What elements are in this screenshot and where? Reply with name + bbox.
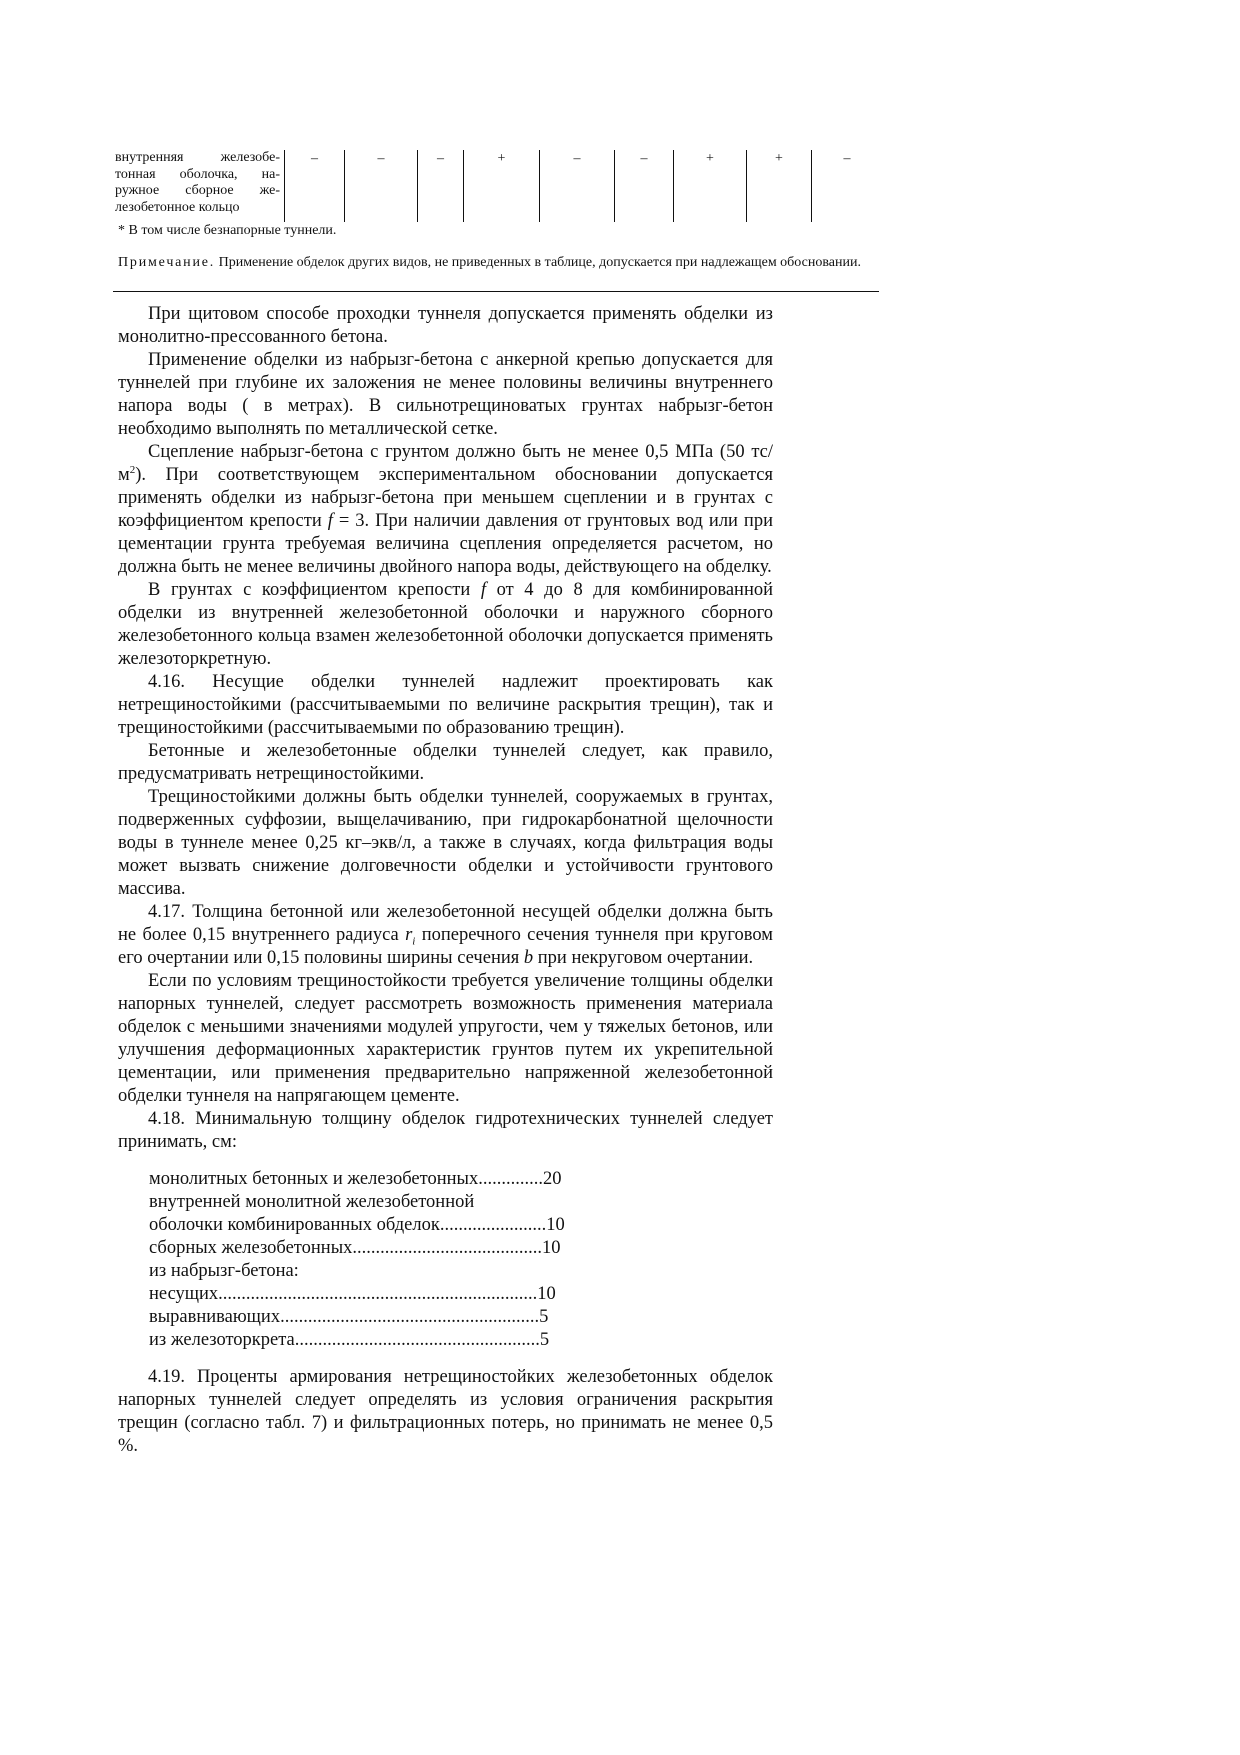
thickness-list <box>149 1168 773 1352</box>
list-item: выравнивающих........................................................5 <box>149 1307 549 1327</box>
variable: f <box>327 511 333 531</box>
row-label-line: лезобетонное кольцо <box>115 199 240 215</box>
paragraph: Применение обделки из набрызг-бетона с анкерной крепью допускается для туннелей при глубине их заложения не менее половины величины внутреннего напора воды ( в метрах). В сильнотрещиноватых грунтах набрызг-бетон необходимо выполнять по металлической сетке. <box>118 350 773 439</box>
paragraph <box>118 579 773 671</box>
table-note <box>118 254 868 271</box>
row-label-line: внутренняя железобе- <box>115 150 280 165</box>
paragraph: Бетонные и железобетонные обделки туннелей следует, как правило, предусматривать нетрещиностойкими. <box>118 741 773 784</box>
body-text <box>118 303 773 1458</box>
paragraph <box>118 901 773 970</box>
paragraph: 4.16. Несущие обделки туннелей надлежит проектировать как нетрещиностойкими (рассчитываемыми по величине раскрытия трещин), так и трещиностойкими (рассчитываемыми по образованию трещин). <box>118 672 773 738</box>
paragraph: 4.19. Проценты армирования нетрещиностойких железобетонных обделок напорных туннелей следует определять из условия ограничения раскрытия трещин (согласно табл. 7) и фильтрационных потерь, но принимать не менее 0,5 %. <box>118 1367 773 1456</box>
table-cell: + <box>746 150 811 222</box>
text-run: при некруговом очертании. <box>533 948 754 968</box>
text-run: 4.17. Толщина бетонной или железобетонной несущей обделки должна быть не более 0,15 внутреннего радиуса <box>118 902 773 945</box>
table-bottom-rule <box>113 291 879 292</box>
table-cell: – <box>417 150 463 222</box>
table-cell: – <box>344 150 417 222</box>
text-run: В грунтах с коэффициентом крепости <box>148 580 481 600</box>
list-item: оболочки комбинированных обделок.......................10 <box>149 1215 565 1235</box>
paragraph <box>118 441 773 579</box>
text-run: ). При соответствующем экспериментальном обосновании допускается применять обделки из набрызг-бетона при меньшем сцеплении и в грунтах с коэффициентом крепости <box>118 465 773 531</box>
list-item: монолитных бетонных и железобетонных..............20 <box>149 1169 562 1189</box>
table-cell: + <box>463 150 539 222</box>
table-row <box>115 150 885 222</box>
row-label-line: ружное сборное же- <box>115 183 280 198</box>
text-run: от 4 до 8 для комбинированной обделки из внутренней железобетонной оболочки и наружного сборного железобетонного кольца взамен железобетонной оболочки допускается применять железоторкретную. <box>118 580 773 669</box>
paragraph: 4.18. Минимальную толщину обделок гидротехнических туннелей следует принимать, см: <box>118 1109 773 1152</box>
list-item: несущих.....................................................................10 <box>149 1284 556 1304</box>
material-table-fragment <box>115 150 885 222</box>
text-run: Сцепление набрызг-бетона с грунтом должно быть не менее 0,5 МПа (50 тс/м <box>118 442 773 485</box>
list-item: из железоторкрета.....................................................5 <box>149 1330 550 1350</box>
table-footnote: * В том числе безнапорные туннели. <box>118 223 337 238</box>
note-lead: Примечание. <box>118 255 216 270</box>
text-run: = 3. При наличии давления от грунтовых вод или при цементации грунта требуемая величина сцепления определяется расчетом, но должна быть не менее величины двойного напора воды, действующего на обделку. <box>118 511 773 577</box>
paragraph: При щитовом способе проходки туннеля допускается применять обделки из монолитно-прессованного бетона. <box>118 304 773 347</box>
table-cell: – <box>614 150 673 222</box>
paragraph: Трещиностойкими должны быть обделки туннелей, сооружаемых в грунтах, подверженных суффозии, выщелачиванию, при гидрокарбонатной щелочности воды в туннеле менее 0,25 кг–экв/л, а также в случаях, когда фильтрация воды может вызвать снижение долговечности обделки и устойчивости грунтового массива. <box>118 787 773 899</box>
row-label <box>115 150 284 222</box>
list-item: внутренней монолитной железобетонной <box>149 1192 475 1212</box>
note-text: Применение обделок других видов, не приведенных в таблице, допускается при надлежащем обосновании. <box>215 255 861 270</box>
text-run: поперечного сечения туннеля при круговом его очертании или 0,15 половины ширины сечения <box>118 925 774 968</box>
variable: b <box>523 948 534 968</box>
variable: r <box>405 925 413 945</box>
list-item: сборных железобетонных.........................................10 <box>149 1238 561 1258</box>
table-cell: + <box>673 150 746 222</box>
table-cell: – <box>284 150 344 222</box>
superscript: 2 <box>129 463 136 476</box>
variable: f <box>480 580 486 600</box>
table-cell: – <box>811 150 882 222</box>
paragraph: Если по условиям трещиностойкости требуется увеличение толщины обделки напорных туннелей, следует рассмотреть возможность применения материала обделок с меньшими значениями модулей упругости, чем у тяжелых бетонов, или улучшения деформационных характеристик грунтов путем их укрепительной цементации, или применения предварительно напряженной железобетонной обделки туннеля на напрягающем цементе. <box>118 971 773 1106</box>
table-cell: – <box>539 150 614 222</box>
row-label-line: тонная оболочка, на- <box>115 166 280 182</box>
subscript: i <box>412 935 416 948</box>
list-item: из набрызг-бетона: <box>149 1261 299 1281</box>
